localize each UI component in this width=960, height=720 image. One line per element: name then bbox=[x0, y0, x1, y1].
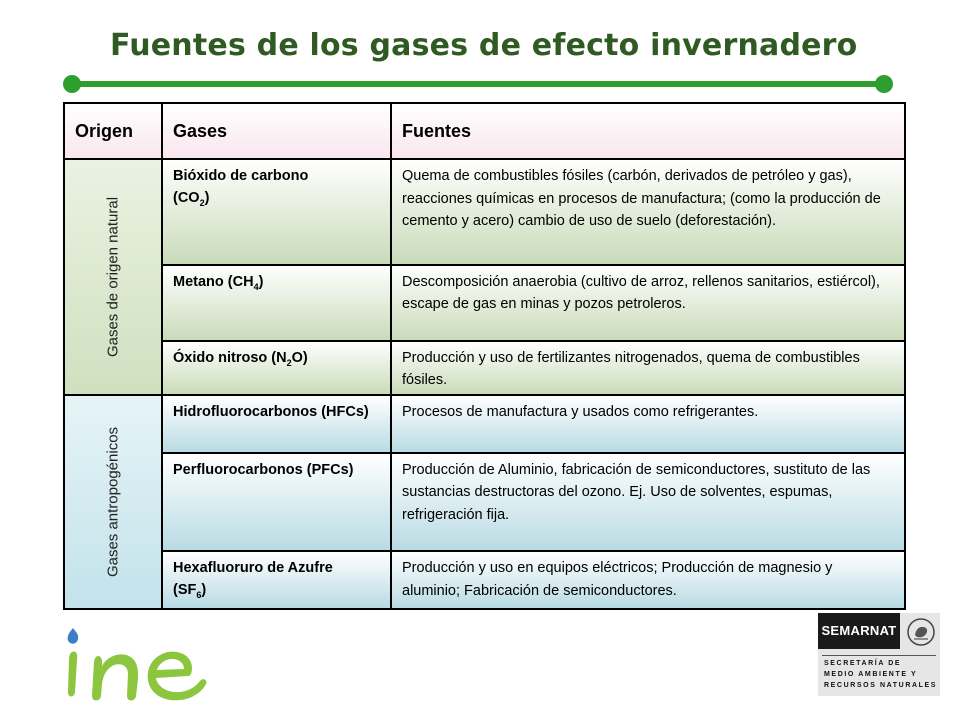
gas-formula-end: ) bbox=[204, 190, 210, 206]
gas-formula-end: O) bbox=[291, 349, 308, 366]
table-header-row bbox=[64, 103, 905, 159]
table-row bbox=[64, 395, 905, 453]
mexico-seal-icon bbox=[906, 617, 936, 647]
semarnat-divider bbox=[822, 655, 936, 656]
gas-formula: (CO bbox=[173, 190, 200, 206]
ine-logo bbox=[64, 620, 234, 710]
gas-name: Metano (CH bbox=[173, 273, 254, 290]
title-divider bbox=[70, 81, 884, 87]
gas-formula: (SF bbox=[173, 582, 197, 599]
ine-drop-icon bbox=[68, 628, 79, 644]
source-text: Procesos de manufactura y usados como refrigerantes. bbox=[402, 404, 759, 420]
gas-formula-end: ) bbox=[258, 273, 264, 290]
source-text: Producción y uso de fertilizantes nitrogenados, quema de combustibles fósiles. bbox=[402, 349, 860, 389]
gas-formula-subscript: 2 bbox=[199, 197, 205, 208]
table-row bbox=[64, 341, 905, 395]
table-row bbox=[64, 453, 905, 552]
gas-name: Bióxido de carbono bbox=[173, 168, 309, 184]
source-cell bbox=[391, 265, 905, 341]
group-natural-cell bbox=[64, 159, 162, 395]
gas-name: Óxido nitroso (N bbox=[173, 349, 287, 366]
group-label-anthropogenic: Gases antropogénicos bbox=[104, 426, 122, 578]
source-text: Producción y uso en equipos eléctricos; Producción de magnesio y aluminio; Fabricación de semiconductores. bbox=[402, 560, 833, 599]
gas-formula-end: ) bbox=[201, 582, 207, 599]
table-row bbox=[64, 159, 905, 265]
source-cell bbox=[391, 159, 905, 265]
gas-cell bbox=[162, 453, 391, 552]
source-cell bbox=[391, 341, 905, 395]
source-cell bbox=[391, 551, 905, 609]
gas-cell bbox=[162, 265, 391, 341]
header-origen: Origen bbox=[64, 103, 162, 159]
rule-right-dot bbox=[875, 75, 893, 93]
source-text: Descomposición anaerobia (cultivo de arroz, rellenos sanitarios, estiércol), escape de gas en minas y pozos petroleros. bbox=[402, 273, 880, 313]
gas-cell bbox=[162, 341, 391, 395]
gas-formula-subscript: 2 bbox=[286, 357, 292, 368]
semarnat-logo bbox=[818, 613, 940, 696]
semarnat-line1: SECRETARÍA DE bbox=[824, 660, 902, 667]
group-label-natural: Gases de origen natural bbox=[104, 196, 122, 358]
gas-name: Perfluorocarbonos (PFCs) bbox=[173, 461, 354, 478]
gas-name: Hidrofluorocarbonos (HFCs) bbox=[173, 404, 369, 420]
gas-name: Hexafluoruro de Azufre bbox=[173, 560, 333, 577]
ghg-sources-table bbox=[63, 102, 906, 610]
source-text: Producción de Aluminio, fabricación de semiconductores, sustituto de las sustancias destructoras del ozono. Ej. Uso de solventes, espumas, refrigeración fija. bbox=[402, 461, 871, 523]
semarnat-line2: MEDIO AMBIENTE Y bbox=[824, 671, 918, 678]
table-row bbox=[64, 551, 905, 609]
gas-cell bbox=[162, 551, 391, 609]
semarnat-name: SEMARNAT bbox=[818, 613, 900, 649]
header-fuentes: Fuentes bbox=[391, 103, 905, 159]
source-text: Quema de combustibles fósiles (carbón, derivados de petróleo y gas), reacciones químicas en procesos de manufactura; (como la producción de cemento y acero) cambio de uso de suelo (deforestación). bbox=[402, 168, 881, 229]
header-gases: Gases bbox=[162, 103, 391, 159]
page-title: Fuentes de los gases de efecto invernadero bbox=[110, 28, 858, 63]
gas-cell bbox=[162, 159, 391, 265]
table-row bbox=[64, 265, 905, 341]
gas-formula-subscript: 6 bbox=[196, 590, 202, 601]
gas-formula-subscript: 4 bbox=[253, 281, 259, 292]
source-cell bbox=[391, 395, 905, 453]
semarnat-line3: RECURSOS NATURALES bbox=[824, 682, 938, 689]
gas-cell bbox=[162, 395, 391, 453]
source-cell bbox=[391, 453, 905, 552]
group-anthropogenic-cell bbox=[64, 395, 162, 609]
